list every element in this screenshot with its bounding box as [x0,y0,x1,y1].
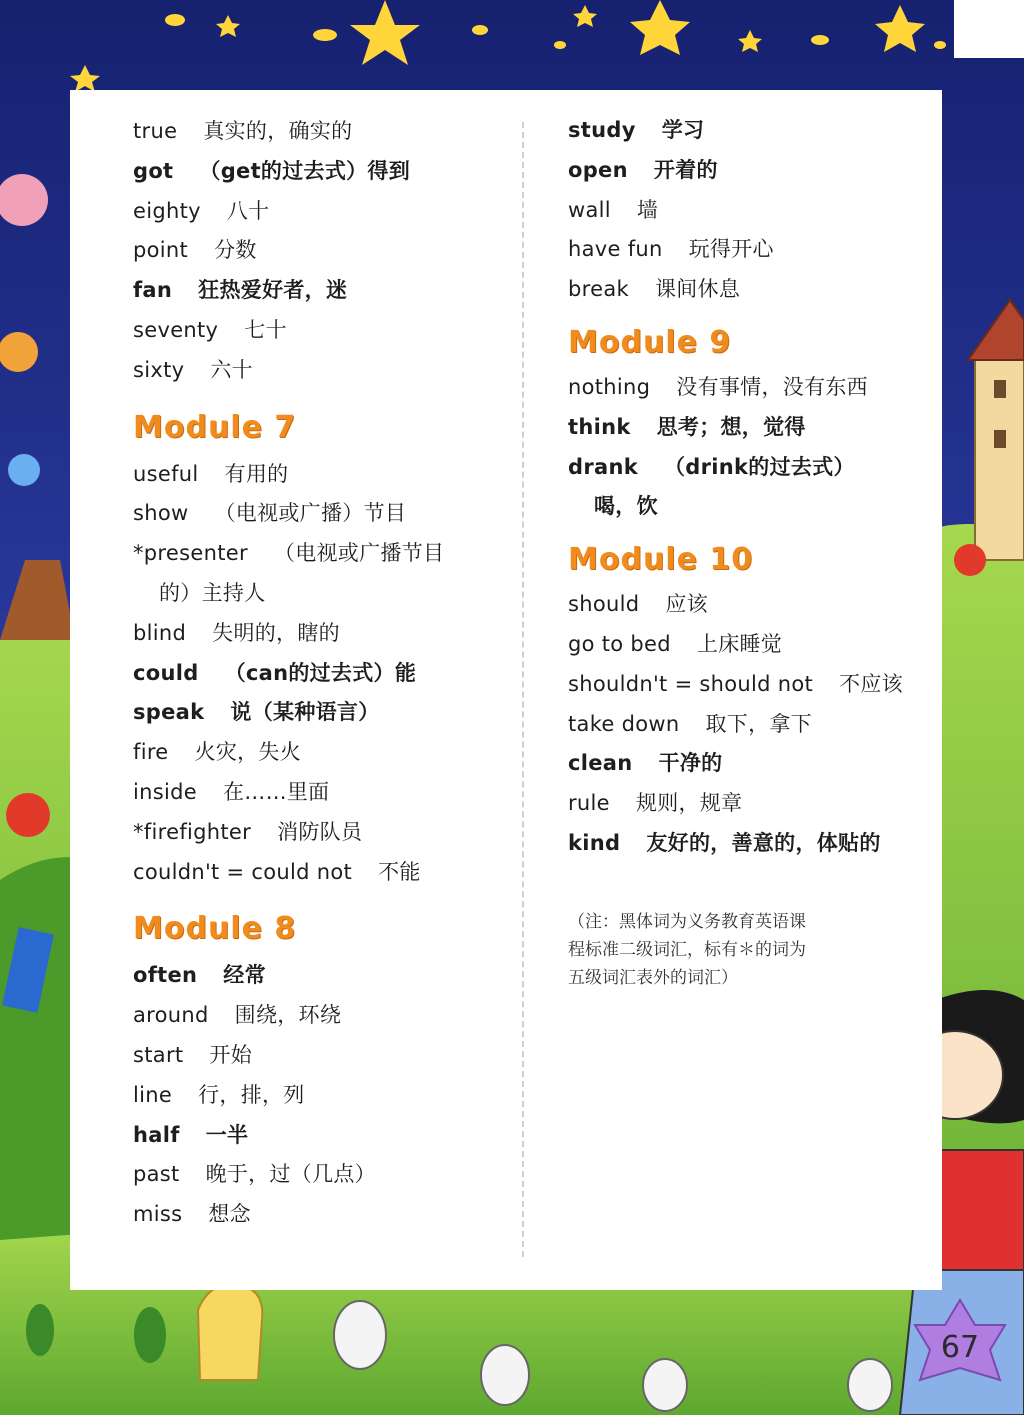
vocabulary-column-right [568,110,938,863]
english-word: half [133,1122,180,1147]
vocabulary-entry [133,350,513,390]
chinese-meaning: 的）主持人 [159,580,266,605]
vocabulary-entry [568,269,938,309]
english-word: drank [568,454,638,479]
english-word: miss [133,1202,183,1227]
chinese-meaning: 友好的，善意的，体贴的 [646,830,881,855]
chinese-meaning: 七十 [244,317,287,342]
chinese-meaning: 规则，规章 [635,791,743,816]
vocabulary-entry [568,367,938,407]
vocabulary-entry [568,823,938,863]
corner-blank [954,0,1024,58]
vocabulary-entry [133,191,513,231]
chinese-meaning: 晚于，过（几点） [205,1162,376,1187]
mouse-icon [848,1359,892,1411]
english-word: *presenter [133,541,248,566]
vocabulary-column-left [133,111,513,1234]
vocabulary-entry [133,692,513,732]
footnote-line: （注：黑体词为义务教育英语课 [568,912,806,932]
chinese-meaning: 火灾，失火 [194,740,302,765]
chinese-meaning: 上床睡觉 [696,631,783,656]
vocabulary-entry [133,533,513,573]
english-word: true [133,119,178,143]
english-word: blind [133,620,187,645]
chinese-meaning: 应该 [665,592,708,617]
module-heading: Module 10 [568,542,754,578]
vocabulary-entry [133,1075,513,1115]
chinese-meaning: 行，排，列 [198,1082,305,1107]
vocabulary-entry [568,229,938,269]
vocabulary-entry [133,111,513,151]
vocabulary-entry [568,624,938,664]
vocabulary-entry [568,110,938,150]
english-word: past [133,1162,180,1187]
vocabulary-entry [133,955,513,995]
chinese-meaning: （电视或广播节目 [273,541,445,566]
english-word: should [568,592,640,617]
vocabulary-entry [133,493,513,533]
module-heading: Module 7 [133,409,297,445]
vocabulary-entry [568,704,938,744]
chinese-meaning: 想念 [208,1202,251,1227]
leaf-icon [26,1304,54,1356]
vocabulary-entry [568,486,938,526]
english-word: useful [133,461,199,486]
english-word: shouldn't = should not [568,671,814,696]
english-word: speak [133,700,205,725]
module-heading: Module 8 [133,911,297,947]
vocabulary-entry [133,995,513,1035]
chinese-meaning: 思考；想，觉得 [656,414,806,439]
vocabulary-entry [133,1035,513,1075]
chinese-meaning: 八十 [226,198,270,223]
chinese-meaning: 消防队员 [277,819,363,844]
english-word: start [133,1042,184,1067]
english-word: think [568,414,631,439]
english-word: got [133,158,174,183]
chinese-meaning: 学习 [661,118,705,142]
english-word: wall [568,197,611,222]
chinese-meaning: 课间休息 [654,277,741,302]
vocabulary-entry [568,150,938,190]
module-heading: Module 9 [568,324,732,360]
chinese-meaning: （get的过去式）得到 [199,158,411,183]
vocabulary-entry [568,743,938,783]
footnote-line: 程标准二级词汇，标有＊的词为 [568,940,806,960]
vocabulary-entry [568,584,938,624]
english-word: show [133,501,189,526]
english-word: rule [568,791,610,816]
vocabulary-entry [133,1194,513,1234]
vocabulary-entry [133,812,513,852]
mouse-icon [334,1301,386,1369]
vocabulary-entry [133,270,513,310]
english-word: sixty [133,357,185,382]
vocabulary-entry [133,1154,513,1194]
vocabulary-entry [568,190,938,230]
chinese-meaning: 有用的 [224,461,289,486]
chinese-meaning: 开始 [209,1042,253,1067]
english-word: eighty [133,198,201,223]
english-word: seventy [133,317,219,342]
chinese-meaning: 一半 [205,1122,249,1147]
vocabulary-entry [133,1115,513,1155]
english-word: break [568,277,629,302]
english-word: *firefighter [133,819,252,844]
english-word: open [568,157,628,182]
vocabulary-entry [133,230,513,270]
english-word: fan [133,278,173,303]
chinese-meaning: 开着的 [653,157,718,182]
column-divider [522,122,524,1257]
chinese-meaning: 取下，拿下 [705,711,812,736]
mouse-icon [643,1359,687,1411]
vocabulary-entry [133,151,513,191]
vocabulary-entry [568,407,938,447]
vocabulary-entry [133,454,513,494]
chinese-meaning: 没有事情，没有东西 [676,374,868,399]
english-word: clean [568,751,633,776]
mouse-icon [481,1345,529,1405]
chinese-meaning: （drink的过去式） [663,454,855,479]
chinese-meaning: 玩得开心 [688,237,774,262]
english-word: inside [133,779,197,804]
chinese-meaning: 经常 [223,963,266,988]
vocabulary-entry [133,852,513,892]
english-word: around [133,1003,209,1028]
vocabulary-entry [568,664,938,704]
page-number: 67 [940,1330,980,1365]
english-word: study [568,118,636,142]
chinese-meaning: （电视或广播）节目 [214,501,407,526]
english-word: nothing [568,374,651,399]
chinese-meaning: 不能 [378,859,421,884]
cheese-icon [198,1284,262,1380]
chinese-meaning: 六十 [210,357,253,382]
vocabulary-entry [133,772,513,812]
balloon-icon [8,454,40,486]
apple-icon [954,544,986,576]
english-word: kind [568,830,621,855]
english-word: have fun [568,237,663,262]
chinese-meaning: 在……里面 [222,779,330,804]
english-word: fire [133,740,169,765]
english-word: could [133,660,199,685]
chinese-meaning: （can的过去式）能 [224,660,417,685]
chinese-meaning: 狂热爱好者，迷 [198,278,348,303]
english-word: point [133,238,189,263]
chinese-meaning: 失明的，瞎的 [212,620,340,645]
chinese-meaning: 说（某种语言） [230,700,380,725]
chinese-meaning: 不应该 [839,671,903,696]
footnote [568,908,908,992]
english-word: often [133,963,198,988]
vocabulary-entry [133,613,513,653]
footnote-line: 五级词汇表外的词汇） [568,968,738,988]
english-word: couldn't = could not [133,859,353,884]
vocabulary-entry [568,447,938,487]
vocabulary-entry [133,732,513,772]
vocabulary-entry [133,310,513,350]
chinese-meaning: 喝，饮 [594,494,658,519]
english-word: line [133,1082,173,1107]
leaf-icon [134,1307,166,1363]
english-word: go to bed [568,631,671,656]
apple-icon [6,793,50,837]
chinese-meaning: 墙 [636,197,659,222]
chinese-meaning: 分数 [214,238,257,263]
chinese-meaning: 围绕，环绕 [234,1003,342,1028]
vocabulary-entry [133,573,513,613]
english-word: take down [568,711,680,736]
chinese-meaning: 干净的 [658,751,723,776]
vocabulary-entry [133,653,513,693]
chinese-meaning: 真实的，确实的 [203,119,353,143]
vocabulary-entry [568,783,938,823]
